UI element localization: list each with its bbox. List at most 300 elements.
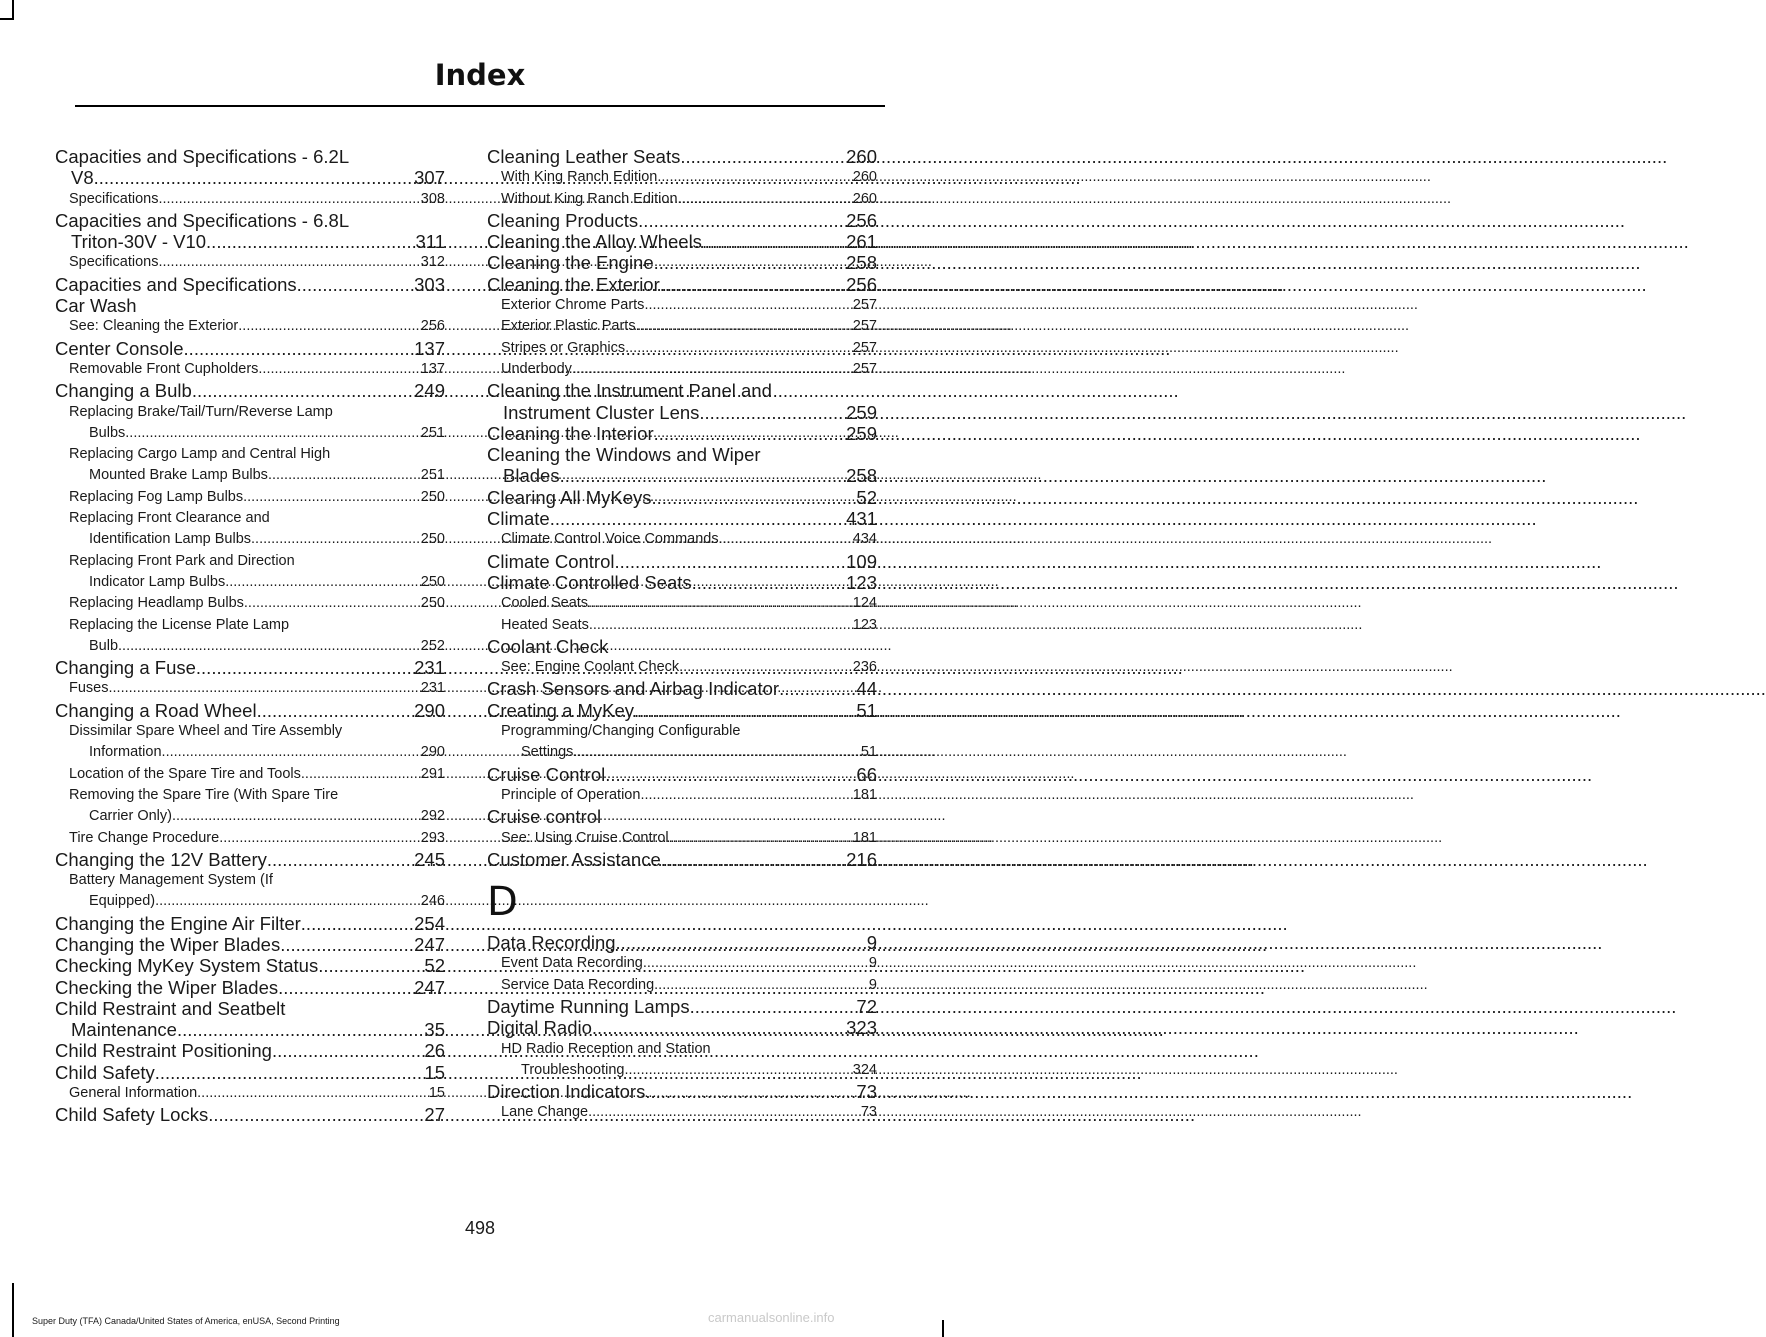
entry-page-number: 35 (424, 1019, 445, 1041)
entry-page-number: 254 (414, 912, 445, 934)
index-entry[interactable] (487, 1017, 877, 1038)
index-entry[interactable] (55, 338, 445, 359)
entry-page-number: 256 (846, 209, 877, 231)
index-entry[interactable] (55, 210, 445, 231)
dot-leader (278, 977, 414, 998)
dot-leader (267, 849, 414, 870)
index-subentry[interactable] (55, 316, 445, 337)
entry-label: Cruise Control (487, 763, 606, 785)
entry-page-number: 9 (868, 976, 877, 993)
index-entry[interactable] (55, 700, 445, 721)
entry-page-number: 293 (420, 829, 445, 846)
dot-leader (615, 551, 847, 572)
index-subentry[interactable] (487, 316, 877, 337)
index-subentry[interactable] (55, 785, 445, 806)
entry-page-number: 431 (846, 508, 877, 530)
entry-label: Checking MyKey System Status (55, 955, 319, 977)
entry-page-number: 9 (868, 955, 877, 972)
dot-leader (162, 742, 421, 763)
index-entry[interactable] (55, 913, 445, 934)
dot-leader (184, 338, 415, 359)
index-subentry[interactable] (55, 359, 445, 380)
dot-leader (196, 657, 414, 678)
dot-leader (678, 189, 853, 210)
entry-page-number: 258 (846, 252, 877, 274)
entry-page-number: 257 (852, 339, 877, 356)
dot-leader (118, 636, 421, 657)
index-subentry[interactable] (55, 252, 445, 273)
dot-leader (225, 572, 421, 593)
dot-leader (692, 572, 847, 593)
index-subentry[interactable] (487, 615, 877, 636)
dot-leader (657, 167, 852, 188)
index-entry[interactable] (487, 402, 877, 423)
entry-label: Event Data Recording (501, 955, 643, 972)
dot-leader (680, 146, 846, 167)
entry-label: Center Console (55, 337, 184, 359)
dot-leader (624, 1060, 852, 1081)
entry-label: Climate Control Voice Commands (501, 531, 719, 548)
entry-label: Location of the Spare Tire and Tools (69, 765, 301, 782)
entry-label: Crash Sensors and Airbag Indicator (487, 678, 780, 700)
index-subentry[interactable] (55, 742, 445, 763)
index-subentry[interactable] (55, 636, 445, 657)
dot-leader (155, 1062, 425, 1083)
dot-leader (589, 615, 853, 636)
dot-leader (318, 955, 424, 976)
dot-leader (208, 1104, 424, 1125)
dot-leader (679, 657, 853, 678)
index-subentry[interactable] (487, 1060, 877, 1081)
index-subentry[interactable] (487, 529, 877, 550)
entry-page-number: 73 (856, 1081, 877, 1103)
entry-label: Heated Seats (501, 616, 589, 633)
dot-leader (669, 828, 853, 849)
entry-page-number: 290 (420, 744, 445, 761)
entry-label: See: Engine Coolant Check (501, 659, 680, 676)
dot-leader (572, 359, 853, 380)
index-subentry[interactable] (55, 423, 445, 444)
index-subentry[interactable] (55, 529, 445, 550)
entry-page-number: 245 (414, 848, 445, 870)
dot-leader (636, 316, 853, 337)
index-entry[interactable] (55, 1104, 445, 1125)
crop-mark-top-left (12, 0, 14, 20)
index-subentry[interactable] (487, 785, 877, 806)
index-subentry[interactable] (55, 828, 445, 849)
index-entry[interactable] (55, 998, 445, 1019)
index-subentry[interactable] (55, 508, 445, 529)
entry-label: Cruise control (487, 806, 602, 828)
entry-page-number: 434 (852, 531, 877, 548)
entry-label: Climate Controlled Seats (487, 571, 692, 593)
entry-label: Cleaning the Alloy Wheels (487, 231, 702, 253)
index-subentry[interactable] (55, 870, 445, 891)
entry-label: Replacing the License Plate Lamp (69, 616, 290, 633)
index-entry[interactable] (55, 274, 445, 295)
index-subentry[interactable] (487, 295, 877, 316)
index-subentry[interactable] (55, 721, 445, 742)
index-entry[interactable] (55, 231, 445, 252)
entry-label: Replacing Headlamp Bulbs (69, 595, 244, 612)
index-subentry[interactable] (487, 721, 877, 742)
index-entry[interactable] (487, 551, 877, 572)
dot-leader (643, 953, 869, 974)
entry-page-number: 44 (856, 678, 877, 700)
dot-leader (605, 764, 856, 785)
entry-label: Changing a Road Wheel (55, 699, 257, 721)
entry-label: Bulb (89, 637, 119, 654)
entry-label: Changing a Bulb (55, 380, 192, 402)
dot-leader (654, 423, 847, 444)
entry-page-number: 260 (846, 146, 877, 167)
entry-page-number: 312 (420, 254, 445, 271)
entry-page-number: 247 (414, 976, 445, 998)
index-subentry[interactable] (487, 338, 877, 359)
index-entry[interactable] (487, 444, 877, 465)
entry-label: Stripes or Graphics (501, 339, 626, 356)
index-subentry[interactable] (55, 465, 445, 486)
entry-label: Mounted Brake Lamp Bulbs (89, 467, 268, 484)
entry-page-number: 250 (420, 595, 445, 612)
entry-page-number: 311 (415, 231, 445, 253)
dot-leader (645, 1081, 856, 1102)
entry-label: Triton-30V - V10 (71, 231, 207, 253)
index-subentry[interactable] (487, 1039, 877, 1060)
entry-label: Service Data Recording (501, 976, 655, 993)
entry-page-number: 52 (424, 955, 445, 977)
entry-label: Daytime Running Lamps (487, 995, 690, 1017)
crop-mark-bottom-right (942, 1320, 944, 1337)
section-letter: D (487, 879, 518, 926)
entry-label: Cleaning the Engine (487, 252, 654, 274)
entry-label: Direction Indicators (487, 1081, 646, 1103)
index-subentry[interactable] (487, 742, 877, 763)
entry-page-number: 181 (852, 786, 877, 803)
entry-page-number: 236 (852, 659, 877, 676)
entry-page-number: 291 (420, 765, 445, 782)
dot-leader (560, 465, 847, 486)
index-subentry[interactable] (55, 189, 445, 210)
entry-label: Cleaning Leather Seats (487, 146, 681, 167)
entry-page-number: 257 (852, 318, 877, 335)
page-number: 498 (464, 1218, 496, 1238)
dot-leader (251, 529, 421, 550)
dot-leader (573, 742, 860, 763)
entry-label: Car Wash (55, 295, 137, 317)
entry-label: Child Safety (55, 1061, 155, 1083)
entry-page-number: 123 (846, 571, 877, 593)
index-entry[interactable] (487, 380, 877, 401)
entry-label: Replacing Fog Lamp Bulbs (69, 488, 244, 505)
dot-leader (702, 231, 846, 252)
entry-page-number: 290 (414, 699, 445, 721)
entry-page-number: 250 (420, 531, 445, 548)
index-entry[interactable] (487, 932, 877, 953)
entry-label: Digital Radio (487, 1017, 592, 1039)
entry-page-number: 73 (860, 1104, 877, 1121)
entry-label: Information (89, 744, 162, 761)
entry-page-number: 216 (846, 848, 877, 870)
index-subentry[interactable] (487, 975, 877, 996)
entry-label: Underbody (501, 360, 572, 377)
index-entry[interactable] (55, 955, 445, 976)
dot-leader (301, 764, 421, 785)
index-entry[interactable] (487, 487, 877, 508)
entry-label: Cleaning the Instrument Panel and (487, 380, 772, 402)
dot-leader (588, 593, 853, 614)
dot-leader (172, 806, 421, 827)
footer-text: Super Duty (TFA) Canada/United States of America, enUSA, Second Printing (32, 1316, 340, 1326)
dot-leader (625, 338, 853, 359)
entry-page-number: 27 (424, 1104, 445, 1126)
entry-page-number: 123 (852, 616, 877, 633)
dot-leader (550, 508, 846, 529)
entry-label: Child Restraint Positioning (55, 1040, 272, 1062)
entry-label: Cooled Seats (501, 595, 589, 612)
index-entry[interactable] (487, 636, 877, 657)
index-entry[interactable] (55, 380, 445, 401)
index-entry[interactable] (55, 295, 445, 316)
dot-leader (652, 487, 857, 508)
entry-label: Troubleshooting (521, 1061, 625, 1078)
dot-leader (690, 996, 857, 1017)
dot-leader (94, 167, 414, 188)
index-subentry[interactable] (55, 572, 445, 593)
index-entry[interactable] (487, 210, 877, 231)
dot-leader (155, 891, 421, 912)
entry-label: Coolant Check (487, 635, 609, 657)
entry-page-number: 260 (852, 190, 877, 207)
index-entry[interactable] (55, 1040, 445, 1061)
dot-leader (243, 487, 421, 508)
dot-leader (644, 295, 852, 316)
index-entry[interactable] (55, 146, 445, 167)
entry-label: HD Radio Reception and Station (501, 1040, 711, 1057)
index-entry[interactable] (487, 1081, 877, 1102)
dot-leader (616, 932, 867, 953)
dot-leader (197, 1083, 429, 1104)
entry-label: Without King Ranch Edition (501, 190, 678, 207)
dot-leader (158, 189, 420, 210)
index-entry[interactable] (487, 252, 877, 273)
index-entry[interactable] (55, 1019, 445, 1040)
dot-leader (206, 231, 415, 252)
entry-page-number: 324 (852, 1061, 877, 1078)
dot-leader (280, 934, 414, 955)
index-subentry[interactable] (55, 593, 445, 614)
index-entry[interactable] (487, 806, 877, 827)
entry-label: Indicator Lamp Bulbs (89, 573, 226, 590)
index-entry[interactable] (487, 423, 877, 444)
dot-leader (638, 210, 846, 231)
entry-page-number: 323 (846, 1017, 877, 1039)
entry-page-number: 231 (414, 657, 445, 679)
entry-page-number: 51 (856, 699, 877, 721)
index-entry[interactable] (487, 996, 877, 1017)
index-subentry[interactable] (55, 551, 445, 572)
index-entry[interactable] (487, 465, 877, 486)
index-subentry[interactable] (55, 764, 445, 785)
entry-label: Cleaning the Exterior (487, 273, 660, 295)
dot-leader (192, 380, 414, 401)
entry-label: Changing the Engine Air Filter (55, 912, 301, 934)
entry-label: Exterior Plastic Parts (501, 318, 636, 335)
entry-label: Capacities and Specifications - 6.2L (55, 146, 350, 167)
dot-leader (109, 678, 421, 699)
entry-page-number: 261 (846, 231, 877, 253)
index-subentry[interactable] (55, 402, 445, 423)
index-entry[interactable] (487, 146, 877, 167)
index-subentry[interactable] (487, 167, 877, 188)
entry-label: Climate (487, 508, 550, 530)
index-entry[interactable] (487, 849, 877, 870)
entry-page-number: 231 (420, 680, 445, 697)
entry-page-number: 256 (420, 318, 445, 335)
index-entry[interactable] (55, 1062, 445, 1083)
dot-leader (297, 274, 414, 295)
entry-page-number: 109 (846, 550, 877, 572)
entry-label: Tire Change Procedure (69, 829, 220, 846)
index-subentry[interactable] (487, 359, 877, 380)
entry-label: Dissimilar Spare Wheel and Tire Assembly (69, 723, 343, 740)
entry-label: Settings (521, 744, 574, 761)
entry-label: Blades (503, 465, 560, 487)
dot-leader (779, 678, 856, 699)
entry-page-number: 258 (846, 465, 877, 487)
entry-label: Customer Assistance (487, 848, 661, 870)
entry-page-number: 72 (856, 995, 877, 1017)
entry-page-number: 257 (852, 297, 877, 314)
entry-page-number: 257 (852, 360, 877, 377)
index-entry[interactable] (55, 977, 445, 998)
entry-page-number: 15 (428, 1085, 445, 1102)
entry-label: Changing the Wiper Blades (55, 933, 281, 955)
entry-label: Replacing Cargo Lamp and Central High (69, 446, 331, 463)
entry-page-number: 66 (856, 763, 877, 785)
entry-page-number: 307 (414, 167, 445, 189)
dot-leader (268, 465, 421, 486)
index-subentry[interactable] (55, 806, 445, 827)
entry-label: Equipped) (89, 893, 156, 910)
entry-label: Lane Change (501, 1104, 589, 1121)
entry-page-number: 260 (852, 169, 877, 186)
entry-page-number: 247 (414, 933, 445, 955)
entry-label: Removable Front Cupholders (69, 360, 259, 377)
dot-leader (592, 1017, 846, 1038)
entry-label: Exterior Chrome Parts (501, 297, 645, 314)
index-entry[interactable] (487, 700, 877, 721)
index-subentry[interactable] (55, 487, 445, 508)
crop-mark-bottom-left (12, 1283, 14, 1337)
entry-label: Carrier Only) (89, 808, 172, 825)
index-subentry[interactable] (487, 657, 877, 678)
index-subentry[interactable] (55, 891, 445, 912)
entry-page-number: 251 (420, 424, 445, 441)
dot-leader (660, 274, 846, 295)
entry-page-number: 252 (420, 637, 445, 654)
entry-label: Maintenance (71, 1019, 177, 1041)
entry-page-number: 259 (846, 422, 877, 444)
entry-label: Bulbs (89, 424, 126, 441)
entry-page-number: 259 (846, 401, 877, 423)
index-entry[interactable] (487, 231, 877, 252)
entry-page-number: 249 (414, 380, 445, 402)
entry-label: Climate Control (487, 550, 615, 572)
dot-leader (125, 423, 421, 444)
index-subentry[interactable] (55, 678, 445, 699)
entry-label: Child Restraint and Seatbelt (55, 997, 286, 1019)
entry-label: Specifications (69, 254, 159, 271)
entry-label: Instrument Cluster Lens (503, 401, 700, 423)
dot-leader (640, 785, 852, 806)
index-subentry[interactable] (55, 615, 445, 636)
entry-label: Capacities and Specifications (55, 273, 297, 295)
entry-label: Changing the 12V Battery (55, 848, 267, 870)
entry-page-number: 246 (420, 893, 445, 910)
index-subentry[interactable] (487, 593, 877, 614)
index-entry[interactable] (55, 849, 445, 870)
entry-label: Cleaning Products (487, 209, 639, 231)
entry-page-number: 9 (866, 932, 877, 954)
entry-label: Data Recording (487, 932, 616, 954)
index-entry[interactable] (487, 508, 877, 529)
dot-leader (699, 402, 846, 423)
index-subentry[interactable] (487, 1102, 877, 1123)
index-entry[interactable] (55, 657, 445, 678)
index-entry[interactable] (487, 678, 877, 699)
entry-page-number: 51 (860, 744, 877, 761)
dot-leader (219, 828, 421, 849)
watermark: carmanualsonline.info (708, 1310, 835, 1325)
dot-leader (634, 700, 856, 721)
entry-label: Replacing Front Park and Direction (69, 552, 295, 569)
entry-label: Replacing Brake/Tail/Turn/Reverse Lamp (69, 403, 333, 420)
dot-leader (588, 1102, 861, 1123)
index-entry[interactable] (487, 274, 877, 295)
page-title: Index (434, 58, 526, 92)
entry-label: Child Safety Locks (55, 1104, 209, 1126)
entry-label: Replacing Front Clearance and (69, 510, 270, 527)
index-subentry[interactable] (487, 953, 877, 974)
entry-label: See: Using Cruise Control (501, 829, 669, 846)
entry-page-number: 292 (420, 808, 445, 825)
index-entry[interactable] (55, 934, 445, 955)
index-subentry[interactable] (55, 444, 445, 465)
dot-leader (719, 529, 853, 550)
entry-label: With King Ranch Edition (501, 169, 658, 186)
entry-label: Cleaning the Windows and Wiper (487, 444, 761, 466)
dot-leader (238, 316, 421, 337)
entry-label: Capacities and Specifications - 6.8L (55, 209, 350, 231)
index-subentry[interactable] (487, 828, 877, 849)
index-entry[interactable] (55, 167, 445, 188)
index-subentry[interactable] (55, 1083, 445, 1104)
crop-mark-top-left-horizontal (0, 18, 14, 20)
entry-label: Cleaning the Interior (487, 422, 654, 444)
dot-leader (244, 593, 421, 614)
entry-page-number: 256 (846, 273, 877, 295)
entry-label: Clearing All MyKeys (487, 486, 652, 508)
dot-leader (654, 252, 846, 273)
index-entry[interactable] (487, 764, 877, 785)
index-column-left (55, 146, 445, 1126)
index-entry[interactable] (487, 572, 877, 593)
entry-page-number: 124 (852, 595, 877, 612)
entry-page-number: 303 (414, 273, 445, 295)
index-subentry[interactable] (487, 189, 877, 210)
entry-label: Fuses (69, 680, 109, 697)
